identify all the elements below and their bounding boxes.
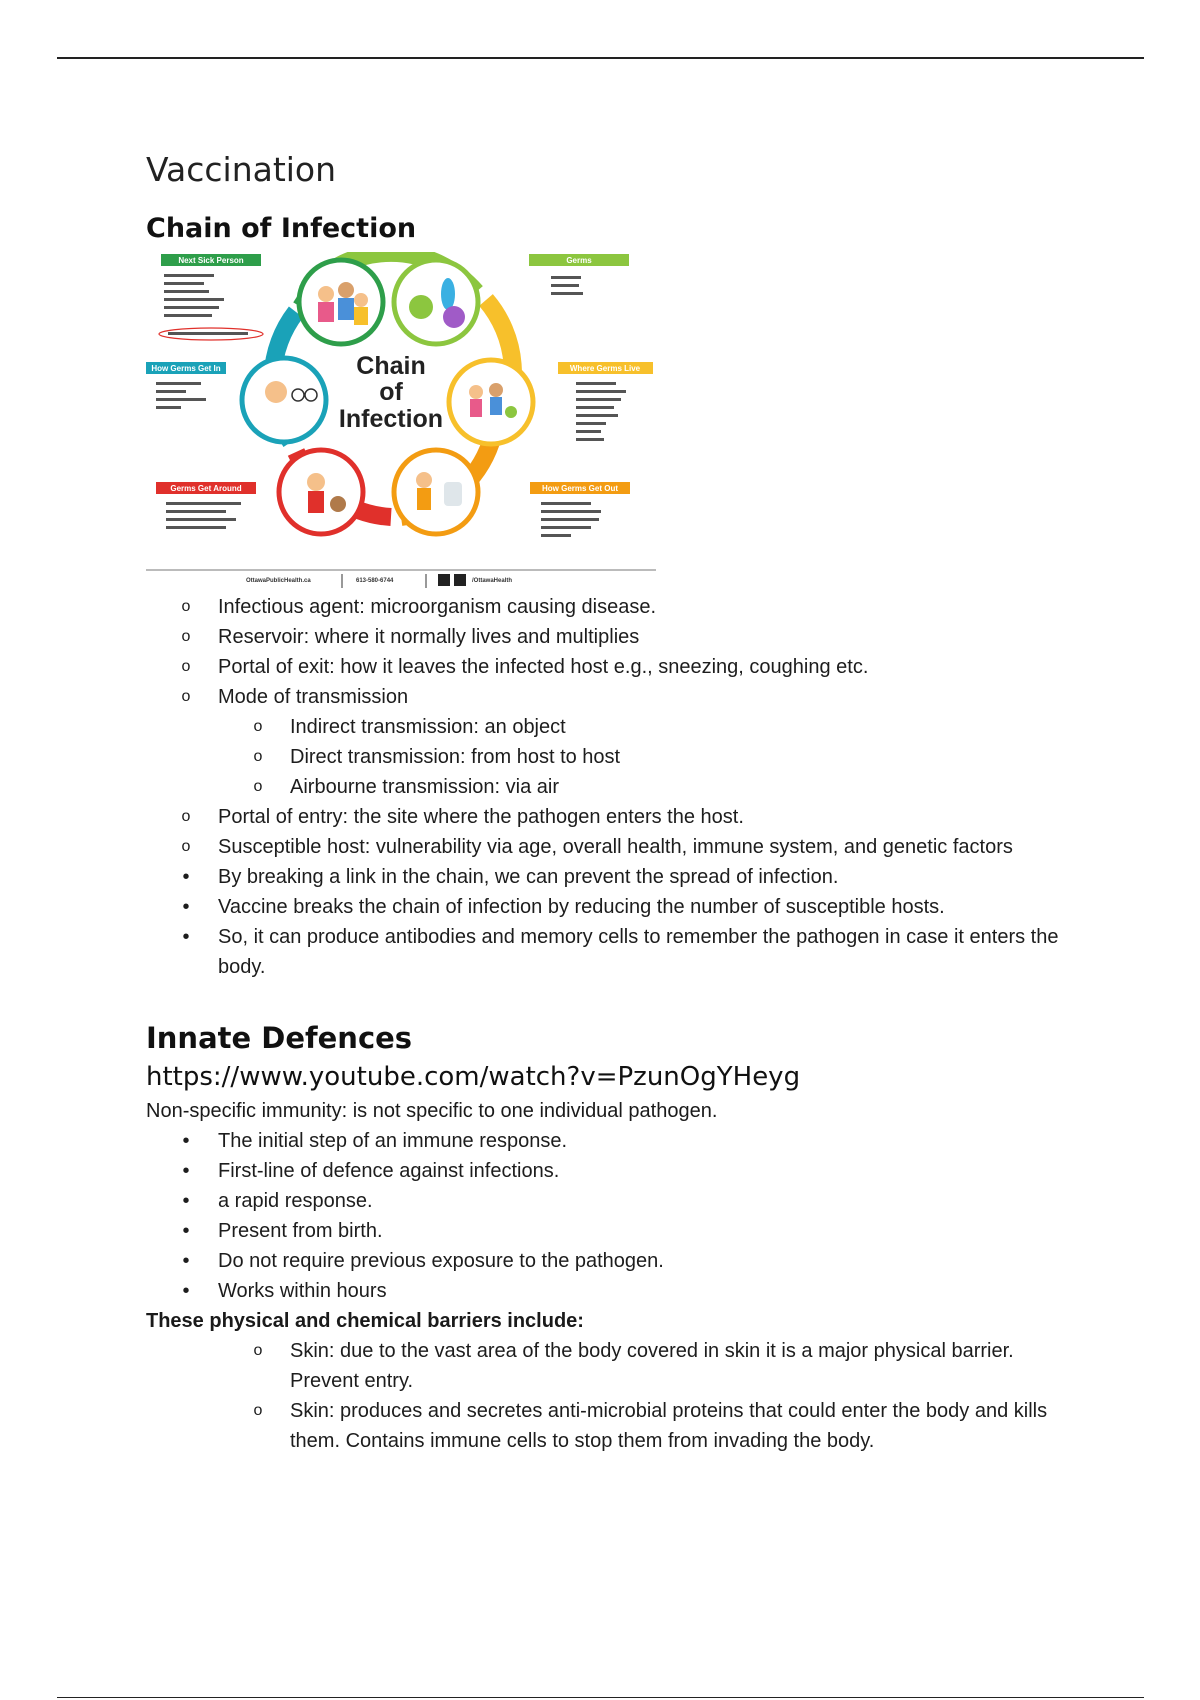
label-how-germs-get-out: How Germs Get Out [541,484,619,493]
list-item: o Airbourne transmission: via air [146,772,1076,802]
bottom-rule [57,1697,1144,1698]
circle-marker: o [253,1402,263,1419]
label-next-sick-person: Next Sick Person [178,256,244,265]
section-heading-innate-defences: Innate Defences [146,1021,413,1055]
label-germs: Germs [566,256,592,265]
circle-marker: o [181,838,191,855]
label-germs-get-around: Germs Get Around [170,484,242,493]
list-item: o Portal of entry: the site where the pathogen enters the host. [146,802,1076,832]
list-item: • Works within hours [146,1276,1076,1306]
figure-footer-right: /OttawaHealth [472,578,513,584]
circle-marker: o [181,658,191,675]
barriers-heading: These physical and chemical barriers include: [146,1310,584,1332]
list-item: • Do not require previous exposure to the pathogen. [146,1246,1076,1276]
list-item: o Indirect transmission: an object [146,712,1076,742]
chain-bullets-list [146,862,1076,982]
figure-footer-left: OttawaPublicHealth.ca [246,578,311,584]
figure-footer-mid: 613-580-6744 [356,578,394,584]
node-germs [394,260,478,344]
bullet-marker: • [182,1160,190,1182]
circle-marker: o [253,778,263,795]
list-item: o Reservoir: where it normally lives and multiplies [146,622,1076,652]
page-title: Vaccination [146,150,337,189]
intro-text: Non-specific immunity: is not specific to one individual pathogen. [146,1100,718,1122]
list-item: o Portal of exit: how it leaves the infected host e.g., sneezing, coughing etc. [146,652,1076,682]
bullet-marker: • [182,926,190,948]
facebook-icon [454,574,466,586]
list-item: o Skin: produces and secretes anti-microbial proteins that could enter the body and kills them. Contains immune cells to stop them from invading the body. [146,1396,1076,1456]
list-item: • By breaking a link in the chain, we can prevent the spread of infection. [146,862,1076,892]
list-item: o Mode of transmission [146,682,1076,712]
bullet-marker: • [182,1190,190,1212]
twitter-icon [438,574,450,586]
section-heading-chain-of-infection: Chain of Infection [146,213,417,244]
innate-bullets-list [146,1126,1076,1306]
circle-marker: o [181,628,191,645]
bullet-marker: • [182,1280,190,1302]
list-item: • The initial step of an immune response. [146,1126,1076,1156]
bullet-marker: • [182,1250,190,1272]
transmission-sub-list [146,712,1076,802]
node-how-germs-get-out [394,450,478,534]
circle-marker: o [181,808,191,825]
list-item: • Vaccine breaks the chain of infection by reducing the number of susceptible hosts. [146,892,1076,922]
circle-marker: o [253,748,263,765]
circle-marker: o [181,598,191,615]
circle-marker: o [181,688,191,705]
document-body [146,140,1076,1456]
list-item: • a rapid response. [146,1186,1076,1216]
top-rule [57,57,1144,59]
chain-items-list-continued [146,802,1076,862]
bullet-marker: • [182,1220,190,1242]
label-how-germs-get-in: How Germs Get In [151,364,221,373]
bullet-marker: • [182,1130,190,1152]
bullet-marker: • [182,896,190,918]
chain-items-list [146,592,1076,712]
chain-of-infection-figure [146,252,656,592]
bullet-marker: • [182,866,190,888]
barriers-list [146,1336,1076,1456]
list-item: • So, it can produce antibodies and memory cells to remember the pathogen in case it enters the body. [146,922,1076,982]
list-item: o Direct transmission: from host to host [146,742,1076,772]
list-item: • Present from birth. [146,1216,1076,1246]
list-item: o Susceptible host: vulnerability via age, overall health, immune system, and genetic factors [146,832,1076,862]
list-item: o Infectious agent: microorganism causing disease. [146,592,1076,622]
list-item: • First-line of defence against infections. [146,1156,1076,1186]
label-where-germs-live: Where Germs Live [569,364,641,373]
diagram-center-line1: Chain [356,352,426,380]
chain-diagram [146,252,656,592]
diagram-center-line2: of [379,378,403,406]
video-link[interactable]: https://www.youtube.com/watch?v=PzunOgYHeyg [146,1062,801,1092]
circle-marker: o [253,1342,263,1359]
circle-marker: o [253,718,263,735]
list-item: o Skin: due to the vast area of the body covered in skin it is a major physical barrier. Prevent entry. [146,1336,1076,1396]
diagram-center-line3: Infection [338,405,444,433]
